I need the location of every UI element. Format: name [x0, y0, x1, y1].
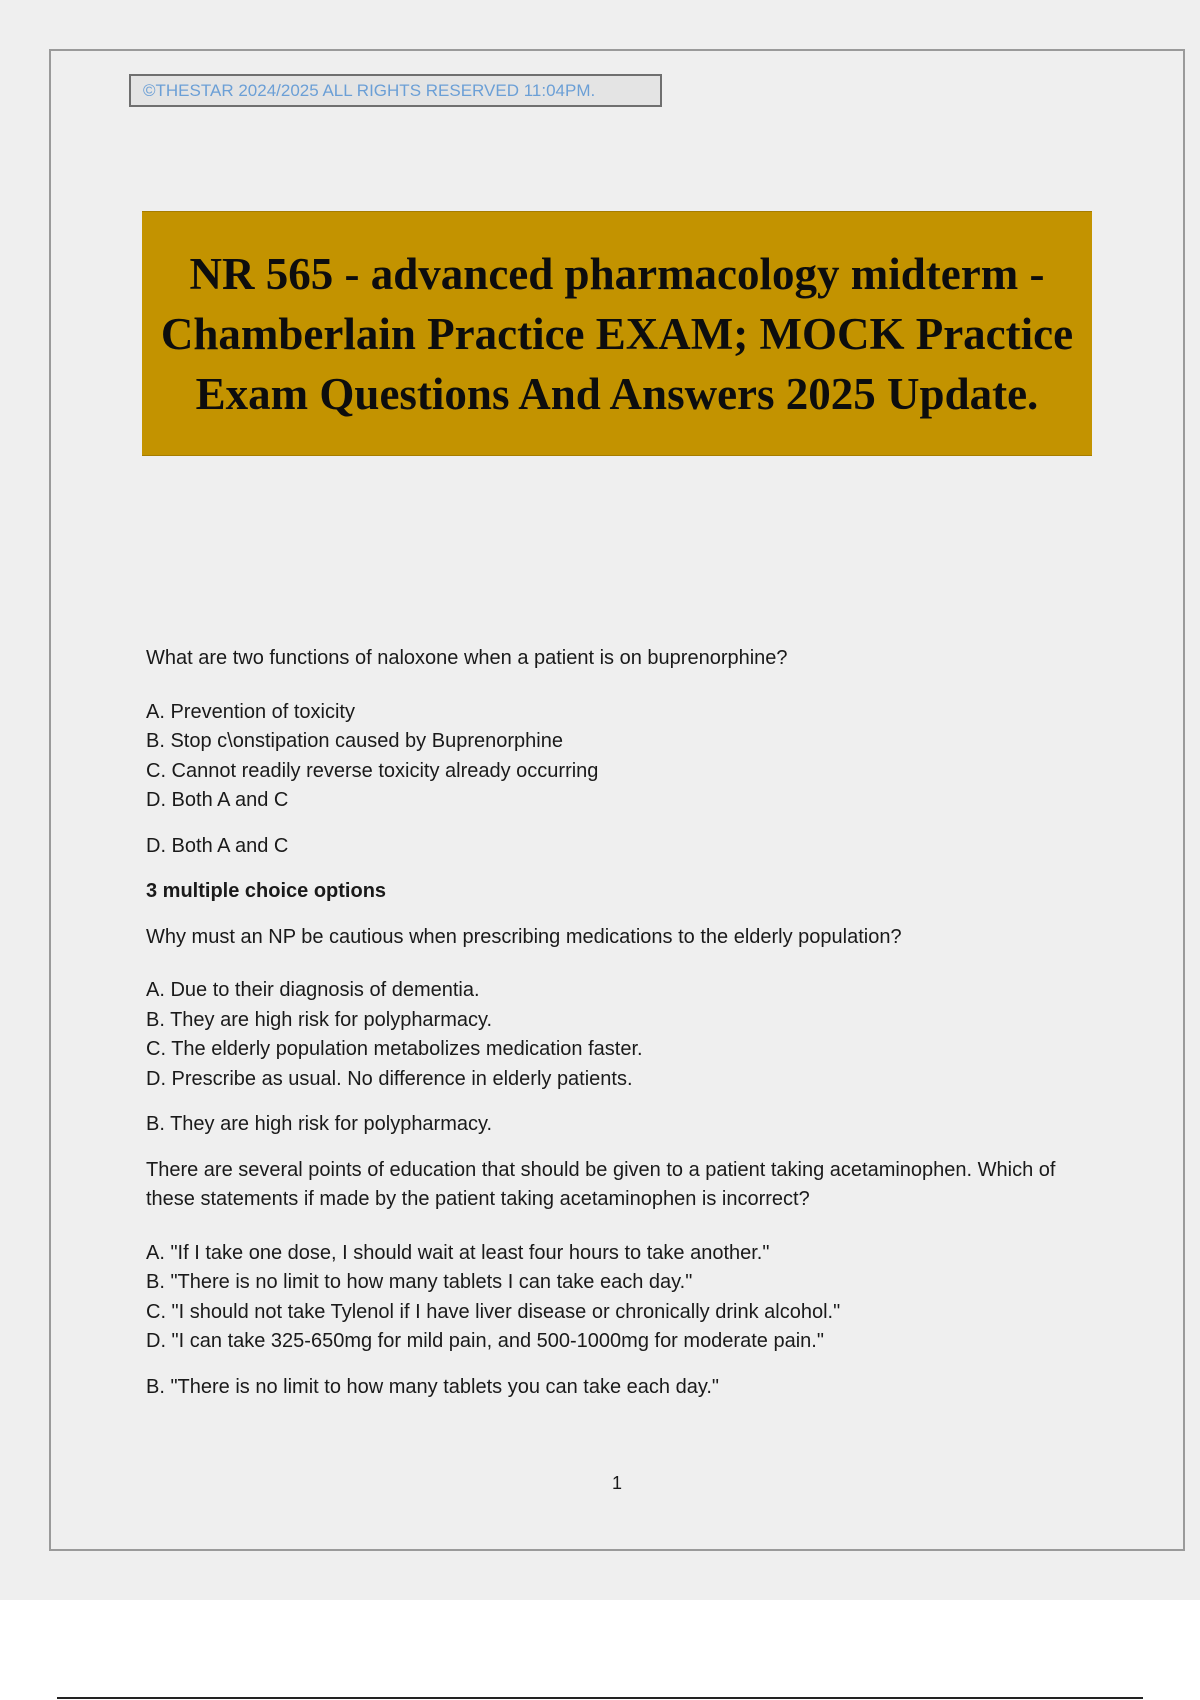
option: B. They are high risk for polypharmacy. — [146, 1008, 493, 1031]
answer-text: B. They are high risk for polypharmacy. — [146, 1113, 493, 1135]
question-text: What are two functions of naloxone when a patient is on buprenorphine? — [146, 647, 788, 669]
title-banner — [142, 211, 1092, 456]
option: D. "I can take 325-650mg for mild pain, and 500-1000mg for moderate pain." — [146, 1330, 824, 1352]
answer-text: D. Both A and C — [146, 834, 289, 857]
question-text: There are several points of education that should be given to a patient taking acetaminophen. Which of these statements if made by the patient taking acetaminophen is incorrect? — [146, 1158, 1056, 1210]
document-title: NR 565 - advanced pharmacology midterm - Chamberlain Practice EXAM; MOCK Practice Exam Questions And Answers 2025 Update. — [160, 248, 1074, 419]
option: D. Both A and C — [146, 789, 289, 811]
question-note: 3 multiple choice options — [146, 880, 387, 902]
document-body — [146, 644, 1106, 1418]
next-page-divider — [57, 1697, 1143, 1699]
option: C. "I should not take Tylenol if I have liver disease or chronically drink alcohol." — [146, 1300, 841, 1323]
option: B. Stop c\onstipation caused by Buprenorphine — [146, 730, 563, 752]
options-list — [146, 698, 1106, 816]
question-block — [146, 1156, 1106, 1403]
question-block — [146, 644, 1106, 907]
answer-text: B. "There is no limit to how many tablets you can take each day." — [146, 1375, 719, 1398]
question-block — [146, 923, 1106, 1140]
option: D. Prescribe as usual. No difference in elderly patients. — [146, 1067, 633, 1090]
option: C. The elderly population metabolizes medication faster. — [146, 1038, 643, 1060]
option: A. "If I take one dose, I should wait at least four hours to take another." — [146, 1241, 770, 1264]
question-text: Why must an NP be cautious when prescribing medications to the elderly population? — [146, 925, 902, 948]
option: B. "There is no limit to how many tablets I can take each day." — [146, 1271, 693, 1293]
options-list — [146, 976, 1106, 1094]
option: C. Cannot readily reverse toxicity already occurring — [146, 759, 599, 782]
page-number: 1 — [611, 1473, 622, 1493]
option: A. Due to their diagnosis of dementia. — [146, 979, 480, 1001]
copyright-banner: ©THESTAR 2024/2025 ALL RIGHTS RESERVED 11:04PM. — [129, 74, 662, 107]
options-list — [146, 1239, 1106, 1357]
option: A. Prevention of toxicity — [146, 700, 355, 723]
